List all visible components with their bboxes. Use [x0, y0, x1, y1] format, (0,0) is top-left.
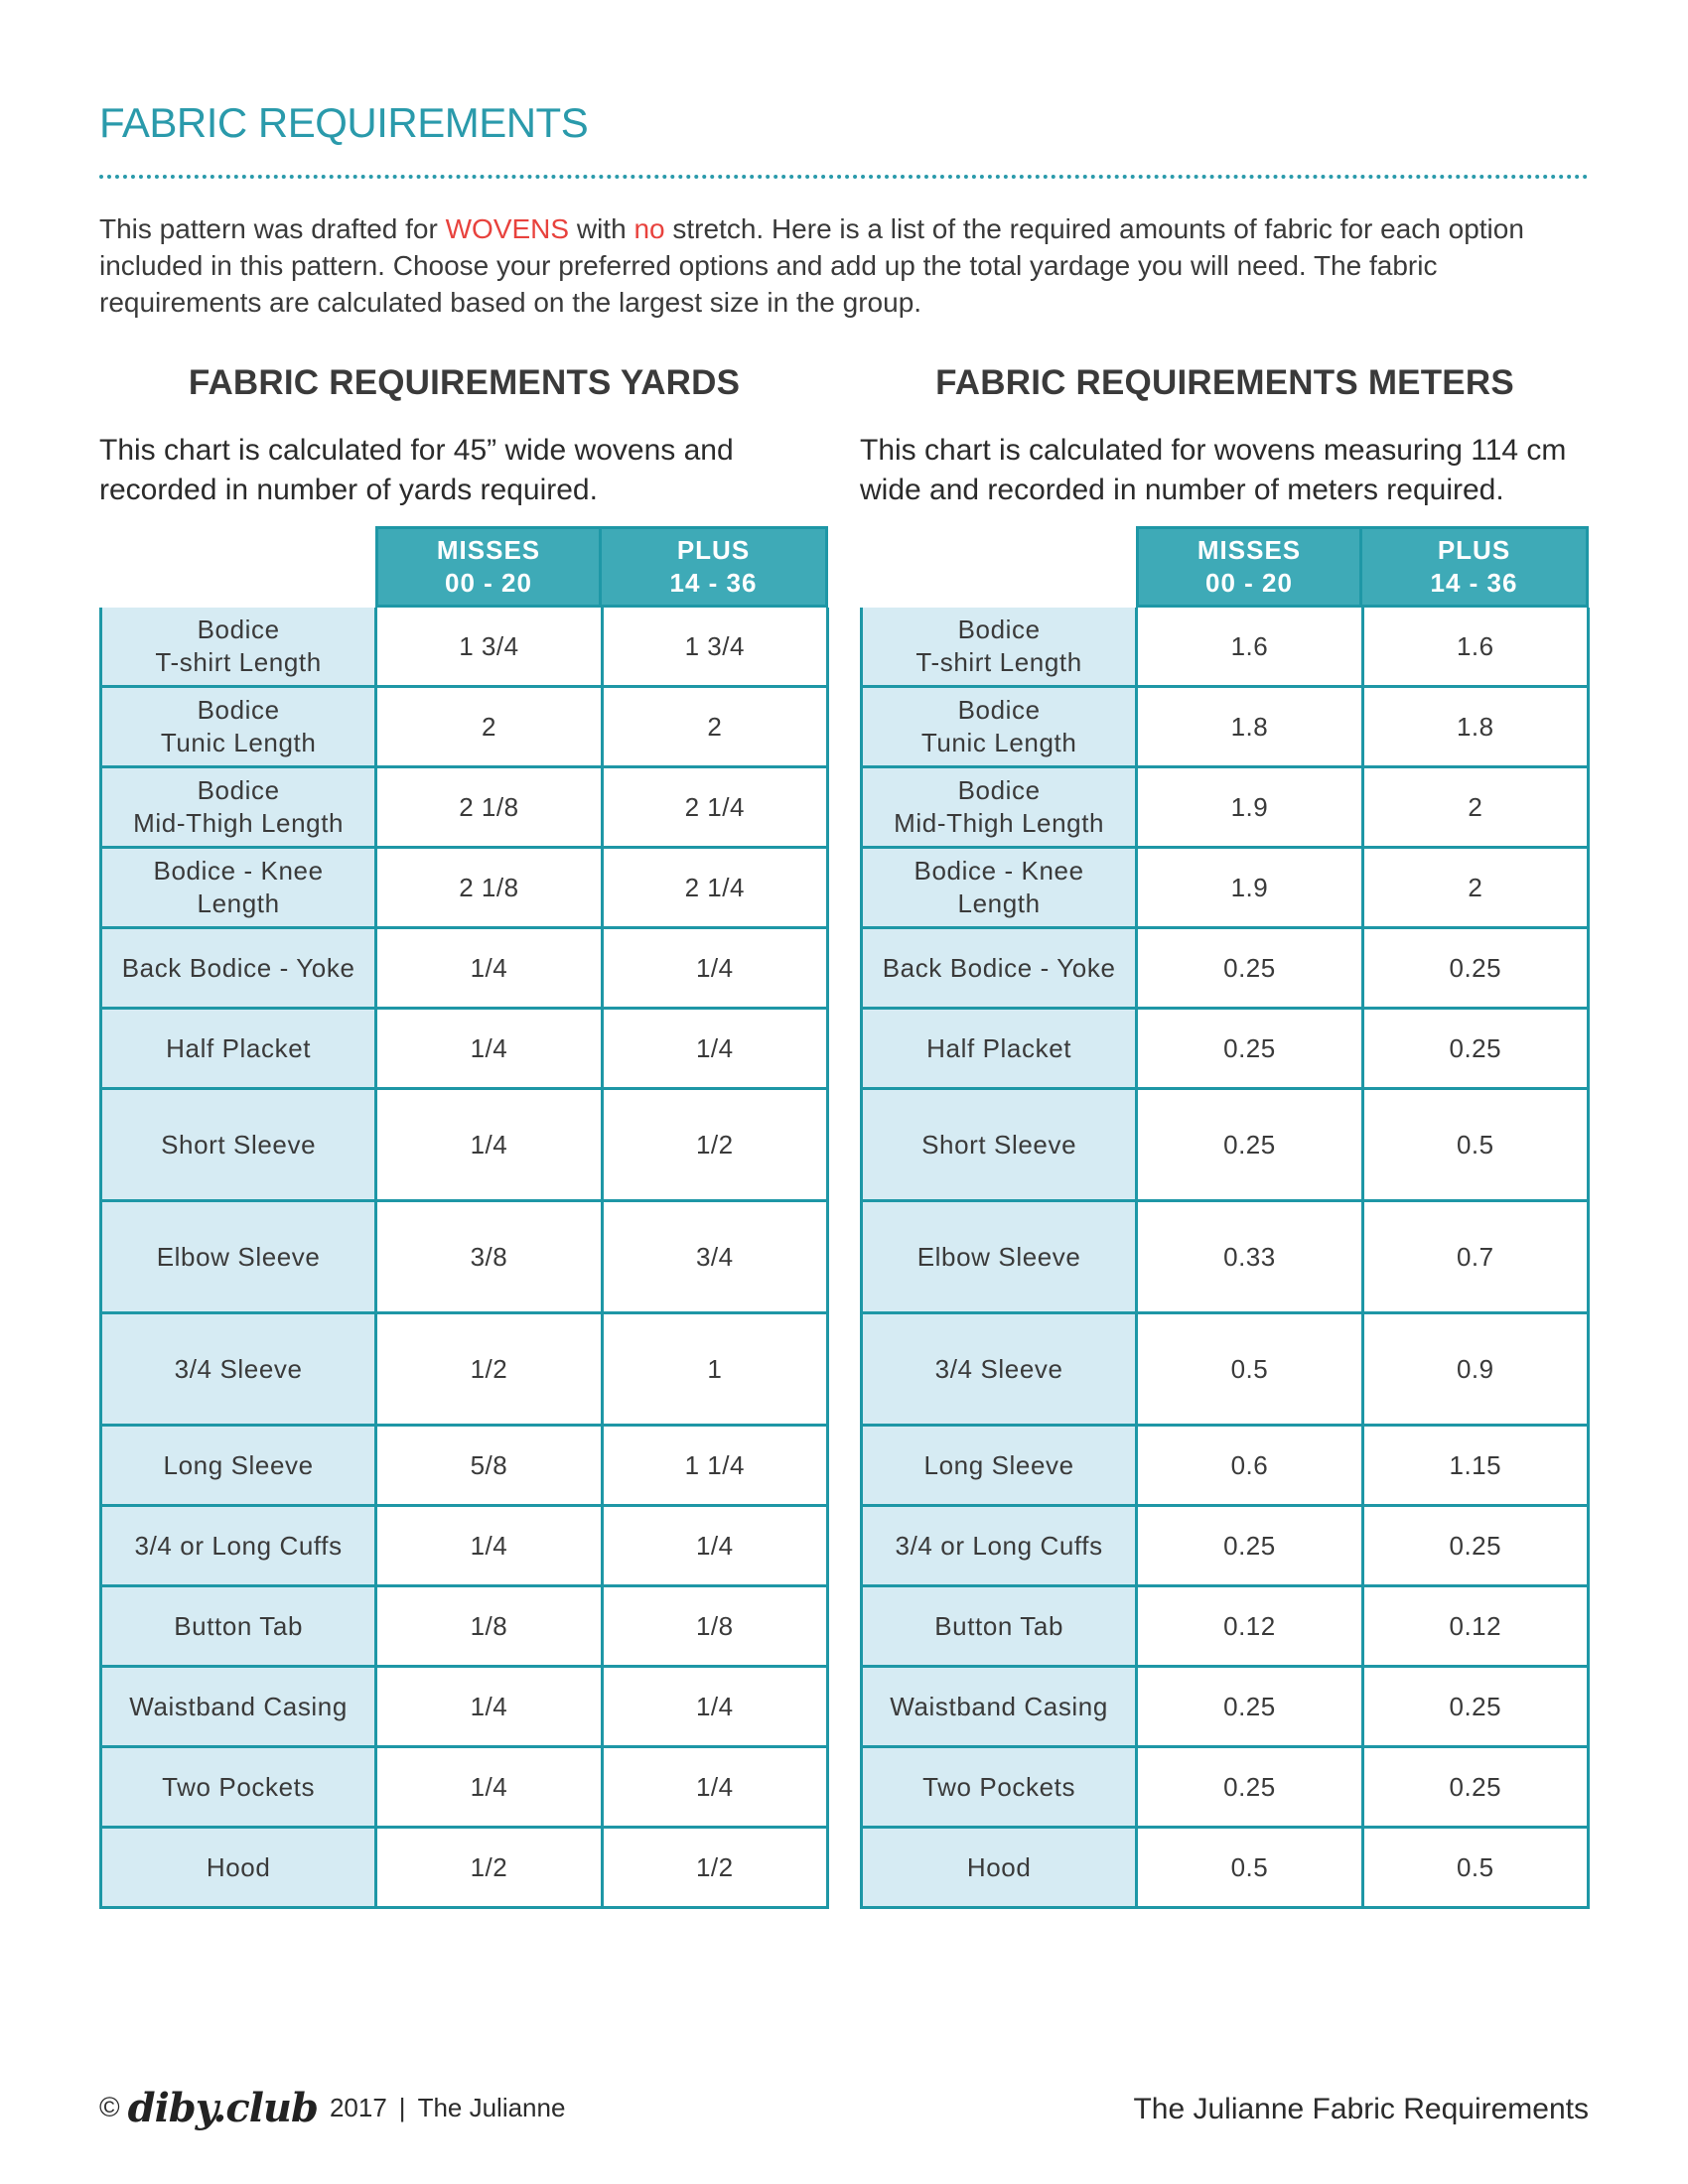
yards-heading-bold: YARDS	[620, 363, 741, 402]
row-label	[102, 1202, 377, 1311]
table-row	[102, 1010, 829, 1090]
cell-misses: 1.9	[1138, 849, 1363, 926]
table-row	[863, 1010, 1590, 1090]
column-header-line: MISSES	[436, 535, 541, 565]
cell-misses: 1 3/4	[377, 608, 603, 685]
cell-plus: 0.25	[1364, 1748, 1590, 1826]
cell-plus: 0.25	[1364, 1010, 1590, 1087]
row-label-line: Length	[197, 888, 280, 918]
row-label-line: Bodice	[957, 775, 1041, 805]
table-row	[102, 1427, 829, 1507]
page-title: FABRIC REQUIREMENTS	[99, 99, 589, 146]
row-label	[102, 1748, 377, 1826]
cell-misses: 2	[377, 688, 603, 765]
cell-plus: 1/4	[604, 1748, 829, 1826]
yards-heading	[99, 357, 829, 409]
table-row	[102, 608, 829, 688]
cell-misses: 0.25	[1138, 1748, 1363, 1826]
row-label	[102, 1427, 377, 1504]
cell-plus: 1/4	[604, 1010, 829, 1087]
table-row	[863, 849, 1590, 929]
row-label	[102, 1587, 377, 1665]
column-header-line: PLUS	[1437, 535, 1511, 565]
cell-misses: 1/8	[377, 1587, 603, 1665]
cell-misses: 0.6	[1138, 1427, 1363, 1504]
row-label-line: Length	[957, 888, 1041, 918]
column-header-misses	[375, 526, 602, 608]
row-label-line: T-shirt Length	[915, 647, 1082, 677]
table-row	[863, 1829, 1590, 1909]
row-label-line: 3/4 or Long Cuffs	[895, 1530, 1103, 1561]
table-row	[863, 1587, 1590, 1668]
row-label	[102, 688, 377, 765]
yards-heading-prefix: FABRIC REQUIREMENTS	[188, 363, 621, 402]
cell-plus: 1 3/4	[604, 608, 829, 685]
footer-left	[99, 2083, 565, 2132]
cell-misses: 1/4	[377, 929, 603, 1007]
column-header-plus	[1362, 526, 1589, 608]
row-label-line: Long Sleeve	[923, 1449, 1074, 1480]
footer-separator: |	[398, 2092, 406, 2122]
row-label	[102, 768, 377, 846]
cell-misses: 1/2	[377, 1829, 603, 1906]
column-header-line: 00 - 20	[445, 568, 532, 598]
meters-heading-bold: METERS	[1367, 363, 1514, 402]
row-label-line: Bodice	[957, 695, 1041, 725]
header-spacer	[99, 526, 375, 608]
cell-misses: 1/4	[377, 1090, 603, 1199]
row-label-line: T-shirt Length	[155, 647, 322, 677]
footer-page-label: The Julianne Fabric Requirements	[1133, 2093, 1589, 2125]
row-label-line: Tunic Length	[160, 728, 317, 757]
cell-plus: 2 1/4	[604, 768, 829, 846]
row-label	[863, 688, 1138, 765]
cell-plus: 0.25	[1364, 1507, 1590, 1584]
cell-misses: 1/4	[377, 1748, 603, 1826]
intro-text-3: stretch. Here is a list of the required amounts of fabric for each option included in this pattern. Choose your preferred options and add up the total yardage you will need. The fabric requirements are calculated based on the largest size in the group.	[99, 213, 1524, 318]
meters-table-body	[860, 608, 1590, 1909]
cell-plus: 1.15	[1364, 1427, 1590, 1504]
row-label-line: Half Placket	[926, 1032, 1072, 1063]
row-label-line: Waistband Casing	[129, 1691, 348, 1721]
row-label-line: Two Pockets	[922, 1771, 1076, 1802]
intro-text-2: with	[569, 213, 634, 244]
column-header-line: PLUS	[676, 535, 751, 565]
table-row	[102, 1314, 829, 1427]
table-row	[102, 688, 829, 768]
row-label-line: Hood	[966, 1851, 1032, 1882]
row-label	[863, 849, 1138, 926]
row-label	[863, 1748, 1138, 1826]
table-row	[863, 1202, 1590, 1314]
table-row	[863, 929, 1590, 1010]
table-row	[863, 1314, 1590, 1427]
row-label-line: 3/4 Sleeve	[934, 1353, 1063, 1384]
intro-text-1: This pattern was drafted for	[99, 213, 446, 244]
cell-plus: 1/2	[604, 1090, 829, 1199]
header-spacer	[860, 526, 1136, 608]
footer-year: 2017	[329, 2092, 387, 2122]
cell-plus: 1/8	[604, 1587, 829, 1665]
yards-table	[99, 526, 829, 1909]
row-label	[102, 1507, 377, 1584]
row-label-line: Hood	[206, 1851, 271, 1882]
table-row	[863, 608, 1590, 688]
cell-misses: 1.6	[1138, 608, 1363, 685]
cell-misses: 0.5	[1138, 1829, 1363, 1906]
cell-misses: 0.25	[1138, 1668, 1363, 1745]
row-label-line: Back Bodice - Yoke	[882, 952, 1116, 983]
table-row	[863, 1748, 1590, 1829]
yards-table-header	[99, 526, 829, 608]
row-label-line: Bodice - Knee	[153, 856, 324, 886]
row-label-line: Button Tab	[174, 1610, 304, 1641]
cell-plus: 1/2	[604, 1829, 829, 1906]
copyright-icon: ©	[99, 2092, 120, 2122]
cell-plus: 1 1/4	[604, 1427, 829, 1504]
cell-plus: 1.6	[1364, 608, 1590, 685]
row-label-line: Short Sleeve	[161, 1129, 317, 1160]
cell-misses: 0.25	[1138, 1010, 1363, 1087]
row-label-line: Short Sleeve	[921, 1129, 1077, 1160]
row-label-line: Elbow Sleeve	[916, 1241, 1081, 1272]
cell-plus: 0.9	[1364, 1314, 1590, 1424]
row-label-line: Two Pockets	[162, 1771, 316, 1802]
row-label-line: Mid-Thigh Length	[133, 808, 345, 838]
row-label	[863, 1829, 1138, 1906]
row-label	[863, 1202, 1138, 1311]
cell-misses: 2 1/8	[377, 849, 603, 926]
table-row	[102, 1829, 829, 1909]
row-label	[102, 1668, 377, 1745]
row-label-line: Long Sleeve	[163, 1449, 314, 1480]
intro-no-highlight: no	[633, 213, 665, 244]
diby-club-logo: diby.club	[127, 2084, 318, 2131]
row-label-line: 3/4 Sleeve	[174, 1353, 303, 1384]
cell-plus: 1.8	[1364, 688, 1590, 765]
cell-misses: 1.9	[1138, 768, 1363, 846]
table-row	[863, 1090, 1590, 1202]
cell-misses: 2 1/8	[377, 768, 603, 846]
row-label-line: Bodice - Knee	[914, 856, 1084, 886]
row-label-line: 3/4 or Long Cuffs	[134, 1530, 343, 1561]
column-header-line: MISSES	[1196, 535, 1302, 565]
column-header-line: 14 - 36	[669, 568, 758, 598]
row-label-line: Back Bodice - Yoke	[121, 952, 355, 983]
row-label	[863, 1010, 1138, 1087]
cell-misses: 1/4	[377, 1010, 603, 1087]
table-row	[102, 1202, 829, 1314]
cell-plus: 0.12	[1364, 1587, 1590, 1665]
row-label-line: Mid-Thigh Length	[894, 808, 1105, 838]
cell-plus: 2	[1364, 849, 1590, 926]
row-label	[863, 608, 1138, 685]
table-row	[102, 1587, 829, 1668]
table-row	[102, 1748, 829, 1829]
cell-misses: 1/4	[377, 1668, 603, 1745]
cell-plus: 0.5	[1364, 1829, 1590, 1906]
table-row	[863, 688, 1590, 768]
table-row	[863, 1427, 1590, 1507]
row-label	[863, 768, 1138, 846]
cell-misses: 0.33	[1138, 1202, 1363, 1311]
row-label	[102, 1829, 377, 1906]
cell-plus: 0.25	[1364, 1668, 1590, 1745]
table-row	[102, 1090, 829, 1202]
cell-misses: 1/2	[377, 1314, 603, 1424]
meters-heading	[860, 357, 1590, 409]
meters-table-header	[860, 526, 1590, 608]
meters-description: This chart is calculated for wovens measuring 114 cm wide and recorded in number of meters required.	[860, 434, 1567, 506]
column-header-line: 00 - 20	[1205, 568, 1293, 598]
table-row	[102, 1507, 829, 1587]
row-label-line: Elbow Sleeve	[156, 1241, 321, 1272]
cell-misses: 1.8	[1138, 688, 1363, 765]
row-label-line: Waistband Casing	[890, 1691, 1108, 1721]
row-label-line: Button Tab	[934, 1610, 1064, 1641]
cell-plus: 3/4	[604, 1202, 829, 1311]
row-label-line: Half Placket	[166, 1032, 312, 1063]
meters-section	[860, 357, 1590, 1882]
table-row	[102, 929, 829, 1010]
row-label	[863, 929, 1138, 1007]
cell-misses: 0.25	[1138, 929, 1363, 1007]
cell-misses: 0.25	[1138, 1090, 1363, 1199]
table-row	[102, 849, 829, 929]
cell-plus: 2 1/4	[604, 849, 829, 926]
meters-heading-prefix: FABRIC REQUIREMENTS	[935, 363, 1368, 402]
intro-wovens-highlight: WOVENS	[445, 213, 570, 244]
yards-section	[99, 357, 829, 1882]
title-divider	[99, 175, 1589, 179]
row-label	[863, 1668, 1138, 1745]
cell-misses: 3/8	[377, 1202, 603, 1311]
column-header-plus	[602, 526, 828, 608]
yards-table-body	[99, 608, 829, 1909]
cell-misses: 0.25	[1138, 1507, 1363, 1584]
column-header-line: 14 - 36	[1430, 568, 1518, 598]
column-header-misses	[1136, 526, 1362, 608]
cell-plus: 1/4	[604, 1507, 829, 1584]
table-row	[863, 1668, 1590, 1748]
meters-table	[860, 526, 1590, 1909]
table-row	[102, 1668, 829, 1748]
cell-plus: 1/4	[604, 1668, 829, 1745]
row-label	[102, 1090, 377, 1199]
cell-misses: 0.5	[1138, 1314, 1363, 1424]
row-label-line: Bodice	[197, 614, 280, 644]
cell-misses: 1/4	[377, 1507, 603, 1584]
row-label	[863, 1314, 1138, 1424]
row-label	[102, 608, 377, 685]
table-row	[863, 1507, 1590, 1587]
footer-pattern-name: The Julianne	[417, 2092, 566, 2122]
table-row	[863, 768, 1590, 849]
cell-plus: 2	[1364, 768, 1590, 846]
row-label-line: Bodice	[957, 614, 1041, 644]
row-label-line: Bodice	[197, 775, 280, 805]
table-row	[102, 768, 829, 849]
yards-description: This chart is calculated for 45” wide wovens and recorded in number of yards required.	[99, 434, 734, 506]
row-label	[863, 1427, 1138, 1504]
row-label	[863, 1587, 1138, 1665]
cell-plus: 2	[604, 688, 829, 765]
row-label	[102, 1010, 377, 1087]
row-label	[102, 929, 377, 1007]
row-label	[102, 849, 377, 926]
row-label-line: Bodice	[197, 695, 280, 725]
row-label	[863, 1507, 1138, 1584]
row-label	[863, 1090, 1138, 1199]
cell-plus: 1	[604, 1314, 829, 1424]
cell-plus: 1/4	[604, 929, 829, 1007]
intro-paragraph	[99, 210, 1589, 321]
row-label	[102, 1314, 377, 1424]
cell-plus: 0.7	[1364, 1202, 1590, 1311]
cell-plus: 0.25	[1364, 929, 1590, 1007]
row-label-line: Tunic Length	[920, 728, 1077, 757]
cell-misses: 0.12	[1138, 1587, 1363, 1665]
cell-plus: 0.5	[1364, 1090, 1590, 1199]
cell-misses: 5/8	[377, 1427, 603, 1504]
